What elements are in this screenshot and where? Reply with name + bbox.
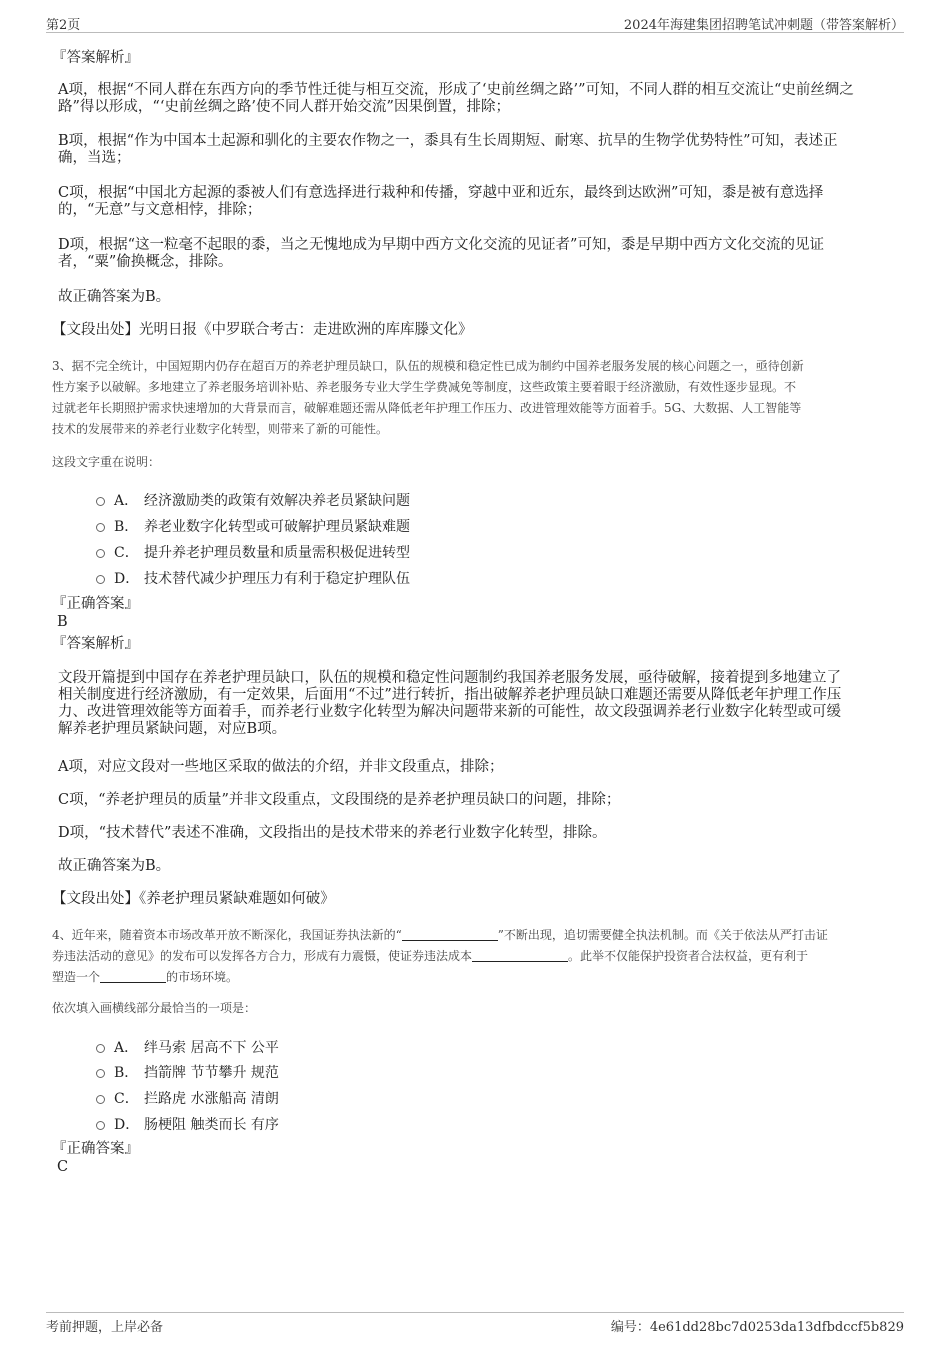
text-segment: 塑造一个: [52, 970, 101, 984]
q3-option-c[interactable]: [96, 542, 410, 562]
option-text: 绊马索 居高不下 公平: [144, 1040, 279, 1056]
q4-option-c[interactable]: [96, 1088, 279, 1108]
option-text: 肠梗阻 触类而长 有序: [144, 1117, 279, 1133]
q3-source: 【文段出处】《养老护理员紧缺难题如何破》: [52, 891, 335, 907]
option-letter: B．: [114, 519, 139, 535]
option-letter: D．: [114, 571, 140, 587]
text-segment: 的市场环境。: [166, 970, 239, 984]
q3-option-a-analysis: A项，对应文段对一些地区采取的做法的介绍，并非文段重点，排除；: [58, 759, 504, 775]
radio-button[interactable]: [96, 497, 105, 506]
radio-button[interactable]: [96, 523, 105, 532]
option-text: 提升养老护理员数量和质量需积极促进转型: [144, 545, 410, 561]
option-text: 挡箭牌 节节攀升 规范: [144, 1065, 279, 1081]
q3-analysis-label: 『答案解析』: [52, 636, 139, 652]
q4-option-b[interactable]: [96, 1062, 279, 1082]
page-header: [46, 12, 904, 33]
q3-option-c-analysis: C项，“养老护理员的质量”并非文段重点，文段围绕的是养老护理员缺口的问题，排除；: [58, 792, 621, 808]
q3-conclusion: 故正确答案为B。: [58, 858, 171, 874]
q2-source: 【文段出处】光明日报《中罗联合考古：走进欧洲的库库滕文化》: [52, 322, 473, 338]
document-code: 编号：4e61dd28bc7d0253da13dfbdccf5b829: [610, 1320, 904, 1335]
text-line: 3、据不完全统计，中国短期内仍存在超百万的养老护理员缺口，队伍的规模和稳定性已成为制约中国养老服务发展的核心问题之一，亟待创新: [52, 359, 804, 373]
option-letter: C．: [114, 545, 139, 561]
text-line: 路”得以形成，“‘史前丝绸之路’使不同人群开始交流”因果倒置，排除；: [58, 99, 510, 115]
text-line: [52, 925, 902, 946]
option-letter: B．: [114, 1065, 139, 1081]
text-line: 过就老年长期照护需求快速增加的大背景而言，破解难题还需从降低老年护理工作压力、改进管理效能等方面着手。5G、大数据、人工智能等: [52, 401, 802, 415]
option-text: 技术替代减少护理压力有利于稳定护理队伍: [144, 571, 410, 587]
q4-answer-label: 『正确答案』: [52, 1141, 139, 1157]
q4-stem: [52, 925, 902, 988]
text-line: 确，当选；: [58, 150, 131, 166]
radio-button[interactable]: [96, 575, 105, 584]
radio-button[interactable]: [96, 549, 105, 558]
text-segment: ”不断出现，追切需要健全执法机制。而《关于依法从严打击证: [497, 928, 828, 942]
q4-question: 依次填入画横线部分最恰当的一项是：: [52, 1001, 257, 1015]
radio-button[interactable]: [96, 1121, 105, 1130]
option-letter: A．: [114, 1040, 139, 1056]
option-letter: C．: [114, 1091, 139, 1107]
text-line: 者，“粟”偷换概念，排除。: [58, 254, 233, 270]
option-letter: D．: [114, 1117, 140, 1133]
radio-button[interactable]: [96, 1095, 105, 1104]
text-segment: 券违法活动的意见》的发布可以发挥各方合力，形成有力震慑，使证券违法成本: [52, 949, 473, 963]
page-footer: [46, 1312, 904, 1335]
fill-blank: [402, 928, 498, 941]
q3-option-d-analysis: D项，“技术替代”表述不准确，文段指出的是技术带来的养老行业数字化转型，排除。: [58, 825, 607, 841]
option-text: 拦路虎 水涨船高 清朗: [144, 1091, 279, 1107]
text-line: D项，根据“这一粒毫不起眼的黍，当之无愧地成为早期中西方文化交流的见证者”可知，黍是早期中西方文化交流的见证: [58, 237, 824, 253]
q4-option-d[interactable]: [96, 1114, 279, 1134]
q2-analysis-label: 『答案解析』: [52, 50, 139, 66]
text-line: [52, 946, 902, 967]
radio-button[interactable]: [96, 1069, 105, 1078]
q3-answer-label: 『正确答案』: [52, 596, 139, 612]
q3-analysis: [58, 670, 898, 738]
text-line: B项，根据“作为中国本土起源和驯化的主要农作物之一，黍具有生长周期短、耐寒、抗旱的生物学优势特性”可知，表述正: [58, 133, 838, 149]
option-text: 养老业数字化转型或可破解护理员紧缺难题: [144, 519, 410, 535]
text-line: 的，“无意”与文意相悖，排除；: [58, 202, 262, 218]
text-line: 解养老护理员紧缺问题，对应B项。: [58, 721, 287, 737]
text-line: [52, 967, 902, 988]
q4-answer: C: [57, 1159, 69, 1175]
text-segment: 。此举不仅能保护投资者合法权益，更有利于: [568, 949, 809, 963]
q3-option-d[interactable]: [96, 568, 410, 588]
text-line: 相关制度进行经济激励，有一定效果，后面用“不过”进行转折，指出破解养老护理员缺口难题还需要从降低老年护理工作压: [58, 687, 842, 703]
page-number: 第2页: [46, 18, 81, 33]
q2-option-d-analysis: [58, 237, 898, 271]
text-line: 性方案予以破解。多地建立了养老服务培训补贴、养老服务专业大学生学费减免等制度，这些政策主要着眼于经济激励，有效性逐步显现。不: [52, 380, 797, 394]
q2-conclusion: 故正确答案为B。: [58, 289, 171, 305]
text-line: 文段开篇提到中国存在养老护理员缺口，队伍的规模和稳定性问题制约我国养老服务发展，亟待破解，接着提到多地建立了: [58, 670, 841, 686]
footer-slogan: 考前押题，上岸必备: [46, 1320, 164, 1335]
text-line: 技术的发展带来的养老行业数字化转型，则带来了新的可能性。: [52, 422, 389, 436]
text-segment: 4、近年来，随着资本市场改革开放不断深化，我国证券执法新的“: [52, 928, 402, 942]
q3-stem: [52, 356, 902, 440]
q3-question: 这段文字重在说明：: [52, 455, 161, 469]
fill-blank: [472, 949, 568, 962]
q4-option-a[interactable]: [96, 1037, 279, 1057]
option-text: 经济激励类的政策有效解决养老员紧缺问题: [144, 493, 410, 509]
document-title: 2024年海建集团招聘笔试冲刺题（带答案解析）: [623, 18, 904, 33]
option-letter: A．: [114, 493, 139, 509]
q3-option-a[interactable]: [96, 490, 410, 510]
q2-option-a-analysis: [58, 82, 898, 116]
q2-option-b-analysis: [58, 133, 898, 167]
text-line: C项，根据“中国北方起源的黍被人们有意选择进行栽种和传播，穿越中亚和近东，最终到达欧洲”可知，黍是被有意选择: [58, 185, 824, 201]
fill-blank: [100, 970, 166, 983]
text-line: A项，根据“不同人群在东西方向的季节性迁徙与相互交流，形成了‘史前丝绸之路’”可知，不同人群的相互交流让“史前丝绸之: [58, 82, 854, 98]
radio-button[interactable]: [96, 1044, 105, 1053]
q3-answer: B: [57, 614, 68, 630]
q3-option-b[interactable]: [96, 516, 410, 536]
text-line: 力、改进管理效能等方面着手，而养老行业数字化转型为解决问题带来新的可能性，故文段强调养老行业数字化转型或可缓: [58, 704, 841, 720]
q2-option-c-analysis: [58, 185, 898, 219]
